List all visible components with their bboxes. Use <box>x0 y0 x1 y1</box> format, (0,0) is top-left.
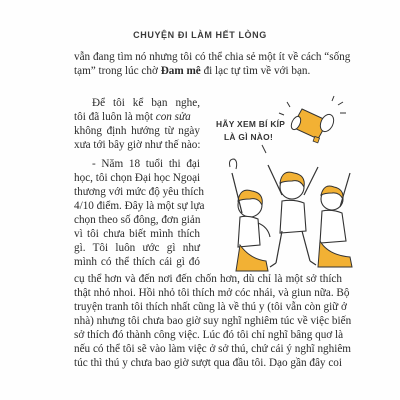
text-line: nếu có thể tôi sẽ vào làm việc ở sở thú, chứ cái ý nghĩ nghiêm <box>74 343 352 355</box>
text-line: không định hướng từ ngày <box>74 125 200 137</box>
text-run: đi lạc tự tìm về với bạn. <box>200 65 311 77</box>
speech-text-line1: HÃY XEM BÍ KÍP <box>216 119 286 129</box>
text-line: sở thích đó thành công việc. Lúc đó tôi chỉ nghĩ bâng quơ là <box>74 329 344 341</box>
text-line <box>74 110 200 124</box>
cheering-girls-illustration <box>210 95 360 275</box>
italic-term: con sửa <box>155 111 191 123</box>
speech-text-line2: LÀ GÌ NÀO! <box>224 132 274 142</box>
text-line: thương với mức độ yêu thích <box>74 186 204 198</box>
text-line: truyện tranh tôi thích nhất cũng là về thú y (tôi vẫn còn giữ ở <box>74 301 347 313</box>
text-line: mình có thể thích cái gì đó <box>74 256 200 268</box>
text-line: vẫn đang tìm nó nhưng tôi có thể chia sẻ một ít về cách “sống <box>74 51 351 63</box>
text-line: xưa tới bây giờ như thế nào: <box>74 139 201 151</box>
text-line: - Năm 18 tuổi thi đại <box>92 158 200 170</box>
text-line: chọn theo số đông, đơn giản <box>74 214 201 226</box>
scroll-icon <box>279 96 346 143</box>
girl-right-figure <box>318 173 352 267</box>
running-head: CHUYỆN ĐI LÀM HẾT LÒNG <box>133 30 267 40</box>
text-line: Để tôi kể bạn nghe, <box>92 97 200 109</box>
text-line: nhà) nhưng tôi chưa bao giờ suy nghĩ nghiêm túc về việc biến <box>74 315 352 327</box>
text-line: thật nhỏ nhoi. Hồi nhỏ tôi thích mở cóc nhái, và giun nữa. Bộ <box>74 287 350 299</box>
text-line: cụ thể hơn và đến nơi đến chốn hơn, dù chỉ là một sở thích <box>74 273 342 285</box>
text-line: vì tôi chưa biết mình thích <box>74 228 200 240</box>
text-line: học, tôi chọn Đại học Ngoại <box>74 172 201 184</box>
text-run: tôi đã luôn là một <box>74 111 156 123</box>
text-line <box>74 64 342 78</box>
text-run: tạm” trong lúc chờ <box>74 65 161 77</box>
text-line: túc thì thú y chưa bao giờ sượt qua đầu tôi. Dạo gần đây coi <box>74 357 342 369</box>
text-line: 4/10 điểm. Đây là một sự lựa <box>74 200 205 212</box>
girl-left-figure <box>230 159 271 271</box>
bold-term: Đam mê <box>160 65 201 77</box>
text-line: gì. Tôi luôn ước gì như <box>74 242 200 254</box>
girl-middle-figure <box>268 165 318 267</box>
